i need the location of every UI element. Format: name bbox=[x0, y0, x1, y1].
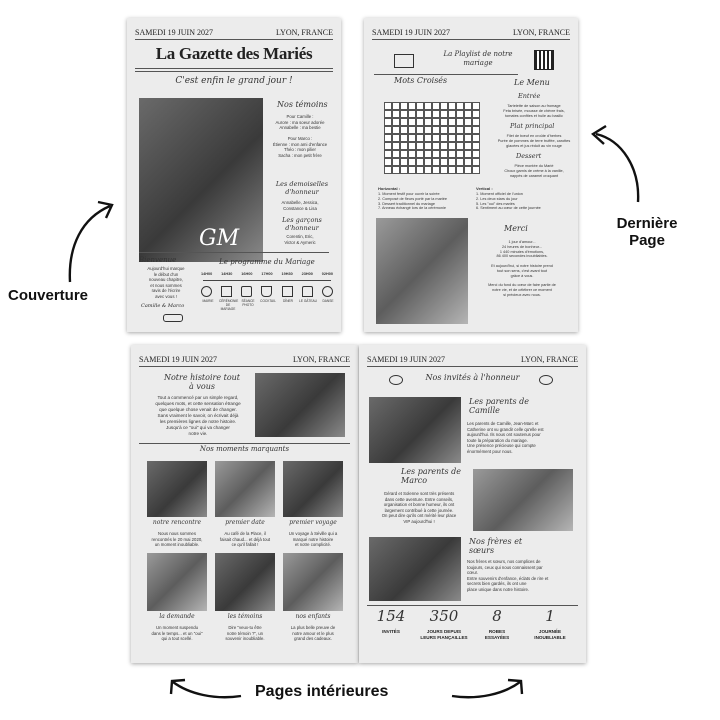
cover-title: La Gazette des Mariés bbox=[155, 44, 313, 63]
moments-title: Nos moments marquants bbox=[199, 445, 290, 453]
programme-time: 17H00 bbox=[261, 272, 273, 276]
last-dessert-title: Dessert bbox=[516, 152, 542, 160]
histoire-photo bbox=[255, 373, 345, 437]
parents-camille-photo bbox=[369, 397, 461, 463]
last-merci-title: Merci bbox=[504, 224, 528, 233]
moment-text-3: Un voyage à Séville qui a marqué notre histoire et notre complicité. bbox=[288, 531, 338, 547]
moment-caption-5: les témoins bbox=[227, 613, 263, 620]
moment-caption-1: notre rencontre bbox=[152, 519, 202, 526]
stat-journee-label: JOURNÉE INOUBLIABLE bbox=[534, 629, 566, 640]
freres-title: Nos frères et sœurs bbox=[469, 537, 523, 555]
stat-invites-label: INVITÉS bbox=[382, 629, 400, 634]
programme-item: MAIRIE bbox=[202, 299, 214, 303]
bow-left-icon bbox=[389, 375, 403, 385]
inner-left-date: SAMEDI 19 JUIN 2027 bbox=[139, 355, 217, 364]
moment-text-2: Au café de la Place, il faisait chaud... et déjà tout ce qu'il fallait ! bbox=[219, 531, 271, 547]
invites-title: Nos invités à l'honneur bbox=[425, 373, 520, 382]
last-vertical-text: 1. Moment officiel de l'union 2. Les deux stars du jour 5. Les "oui" des mariés 6. Sentiment au cœur de cette journée bbox=[476, 192, 541, 211]
moment-photo-6 bbox=[283, 553, 343, 611]
last-dessert-text: Pièce montée du Marié Choux garnis de crème à la vanille, nappés de caramel croquant bbox=[504, 164, 564, 178]
cover-demoiselles-title: Les demoiselles d'honneur bbox=[275, 180, 329, 196]
last-plat-title: Plat principal bbox=[510, 122, 555, 130]
last-menu-title: Le Menu bbox=[514, 78, 550, 87]
programme-timeline bbox=[203, 280, 331, 281]
arrow-left-icon bbox=[165, 670, 245, 710]
cover-programme-title: Le programme du Mariage bbox=[219, 258, 315, 266]
inner-left-page bbox=[131, 345, 358, 663]
parents-marco-text: Gérard et Solenne sont très présents dans cette aventure. Entre conseils, organisation et bonne humeur, ils ont largement contribué à cette journée. On peut dire qu'ils ont mérité leur place VIP aujourd'hui ! bbox=[381, 491, 457, 524]
last-mots-title: Mots Croisés bbox=[394, 76, 448, 85]
arrow-couverture-icon bbox=[62, 196, 122, 288]
cover-garcons-text: Corentin, Eric, Victor & Aymeric bbox=[284, 234, 316, 245]
programme-icons bbox=[201, 286, 333, 297]
parents-camille-title: Les parents de Camille bbox=[469, 397, 530, 415]
label-derniere-line2: Page bbox=[629, 232, 665, 249]
last-horizontal-title: Horizontal : bbox=[378, 186, 400, 191]
last-entree-text: Tartelette de saison au fromage Feta brisée, mousse de chèvre frais, tomates confites et huile au basilic bbox=[503, 104, 565, 118]
moment-text-1: Nous nous sommes rencontrés le 20 mai 2020, un moment inoubliable. bbox=[151, 531, 203, 547]
moment-caption-2: premier date bbox=[225, 519, 265, 526]
stat-invites-num: 154 bbox=[376, 607, 406, 625]
last-horizontal-text: 1. Moment festif pour ouvrir la soirée 2. Composé de fleurs porté par la mariée 3. Dessert traditionnel du mariage 7. Anneau échangé lors de la cérémonie bbox=[378, 192, 448, 211]
last-couple-photo bbox=[376, 218, 468, 324]
stat-journee-num: 1 bbox=[545, 607, 555, 625]
programme-times bbox=[201, 272, 333, 278]
inner-left-header bbox=[139, 355, 350, 367]
parents-marco-title: Les parents de Marco bbox=[401, 467, 462, 485]
dinner-icon bbox=[282, 286, 293, 297]
car-icon bbox=[163, 314, 183, 322]
camera-icon bbox=[241, 286, 252, 297]
moment-text-6: La plus belle preuve de notre amour et le plus grand des cadeaux. bbox=[290, 625, 336, 641]
programme-item: LE GÂTEAU bbox=[299, 299, 317, 303]
moment-photo-4 bbox=[147, 553, 207, 611]
ring-icon bbox=[201, 286, 212, 297]
inner-right-place: LYON, FRANCE bbox=[521, 355, 578, 364]
inner-right-page bbox=[359, 345, 586, 663]
last-place: LYON, FRANCE bbox=[513, 28, 570, 37]
last-vertical-title: Vertical : bbox=[476, 186, 493, 191]
inner-left-place: LYON, FRANCE bbox=[293, 355, 350, 364]
arrow-right-icon bbox=[448, 670, 528, 710]
last-date: SAMEDI 19 JUIN 2027 bbox=[372, 28, 450, 37]
moment-caption-4: la demande bbox=[159, 613, 195, 620]
stat-jours-num: 350 bbox=[429, 607, 459, 625]
parents-camille-text: Les parents de Camille, Jean-Marc et Catherine ont vu grandir celle qu'elle est aujourd'hui. Ils nous ont soutenus pour toute la préparation du mariage. Une présence précieuse qui compte énormément pour nous. bbox=[467, 421, 544, 454]
cover-couple-photo bbox=[139, 98, 263, 262]
moment-photo-3 bbox=[283, 461, 343, 517]
cover-bienvenue-title: Bienvenue bbox=[139, 256, 177, 264]
qr-code-icon bbox=[534, 50, 554, 70]
label-pages-interieures: Pages intérieures bbox=[255, 683, 389, 700]
cover-garcons-title: Les garçons d'honneur bbox=[282, 216, 322, 232]
programme-item: DANSE bbox=[322, 299, 334, 303]
cover-subtitle: C'est enfin le grand jour ! bbox=[175, 76, 293, 86]
freres-photo bbox=[369, 537, 461, 601]
histoire-title: Notre histoire tout à vous bbox=[163, 373, 241, 391]
parents-marco-photo bbox=[473, 469, 573, 531]
programme-time: 19H30 bbox=[281, 272, 293, 276]
moment-photo-5 bbox=[215, 553, 275, 611]
moment-caption-6: nos enfants bbox=[295, 613, 331, 620]
crossword-grid bbox=[384, 102, 480, 174]
cover-page bbox=[127, 18, 341, 332]
stat-robes-label: ROBES ESSAYÉES bbox=[484, 629, 510, 640]
label-derniere-page bbox=[592, 215, 702, 249]
freres-text: Nos frères et sœurs, nos complices de toujours, ceux qui nous connaissent par cœur. Entre souvenirs d'enfance, éclats de rire et secrets bien gardés, ils ont une place unique dans notre histoire. bbox=[467, 559, 549, 592]
cover-monogram: GM bbox=[199, 226, 240, 251]
label-couverture: Couverture bbox=[8, 287, 89, 304]
programme-time: 23H00 bbox=[301, 272, 313, 276]
stat-robes-num: 8 bbox=[492, 607, 502, 625]
programme-item: DÎNER bbox=[283, 299, 293, 303]
programme-item: SÉANCE PHOTO bbox=[241, 299, 255, 307]
cover-date: SAMEDI 19 JUIN 2027 bbox=[135, 28, 213, 37]
stat-jours-label: JOURS DEPUIS LEURS FIANÇAILLES bbox=[420, 629, 468, 640]
music-icon bbox=[394, 54, 414, 68]
last-header bbox=[372, 28, 570, 40]
disco-ball-icon bbox=[322, 286, 333, 297]
programme-time: 14H00 bbox=[201, 272, 213, 276]
programme-time: 02H00 bbox=[321, 272, 333, 276]
programme-item: COCKTAIL bbox=[260, 299, 276, 303]
church-icon bbox=[221, 286, 232, 297]
last-entree-title: Entrée bbox=[518, 92, 541, 100]
last-plat-text: Filet de bœuf en croûte d'herbes Purée de pommes de terre truffée, carottes glacées et jus réduit au vin rouge bbox=[497, 134, 571, 148]
moment-text-5: Dire "veux-tu être notre témoin ?", un souvenir inoubliable. bbox=[225, 625, 265, 641]
programme-items bbox=[199, 299, 337, 311]
programme-item: CÉRÉMONIE DE MARIAGE bbox=[219, 299, 239, 311]
bow-right-icon bbox=[539, 375, 553, 385]
moment-caption-3: premier voyage bbox=[289, 519, 337, 526]
cover-signature: Camille & Marco bbox=[141, 303, 185, 309]
arrow-derniere-page-icon bbox=[582, 124, 652, 208]
histoire-text: Tout a commencé par un simple regard, quelques mots, et cette sensation étrange que quelque chose venait de changer. Sans vraiment le savoir, on écrivait déjà les premières lignes de notre histoire. Jusqu'à ce "oui" qui va changer notre vie. bbox=[155, 395, 241, 436]
cover-header bbox=[135, 28, 333, 40]
inner-right-header bbox=[367, 355, 578, 367]
last-page bbox=[364, 18, 578, 332]
cover-temoins-title: Nos témoins bbox=[277, 100, 328, 109]
programme-time: 14H30 bbox=[221, 272, 233, 276]
moment-photo-1 bbox=[147, 461, 207, 517]
label-derniere-line1: Dernière bbox=[616, 215, 678, 232]
cover-place: LYON, FRANCE bbox=[276, 28, 333, 37]
programme-time: 16H00 bbox=[241, 272, 253, 276]
last-merci-text: 1 jour d'amour... 24 heures de bonheur... 1 440 minutes d'émotions, 86 400 secondes inoubliables. Et aujourd'hui, si notre histoire prend tout son sens, c'est avant tout grâce à vous. Merci du fond du cœur de faire partie de notre vie, et de célébrer ce moment si précieux avec nous. bbox=[488, 240, 556, 297]
glass-icon bbox=[261, 286, 272, 297]
inner-right-date: SAMEDI 19 JUIN 2027 bbox=[367, 355, 445, 364]
last-playlist-title: La Playlist de notre mariage bbox=[443, 50, 513, 67]
cover-demoiselles-text: Annabelle, Jessica, Constance & Lisa bbox=[281, 200, 319, 211]
cover-bienvenue-text: Aujourd'hui marque le début d'un nouveau chapitre, et nous sommes ravis de l'écrire avec vous ! bbox=[147, 266, 185, 299]
moment-photo-2 bbox=[215, 461, 275, 517]
cake-icon bbox=[302, 286, 313, 297]
cover-temoins-text: Pour Camille : Aurore : ma soeur adorée Annabelle : ma bestie Pour Marco : Étienne : mon ami d'enfance Théo : mon pilier Sacha : mon petit frère bbox=[272, 114, 328, 158]
moment-text-4: Un moment suspendu dans le temps... et un "oui" qui a tout scellé. bbox=[151, 625, 203, 641]
